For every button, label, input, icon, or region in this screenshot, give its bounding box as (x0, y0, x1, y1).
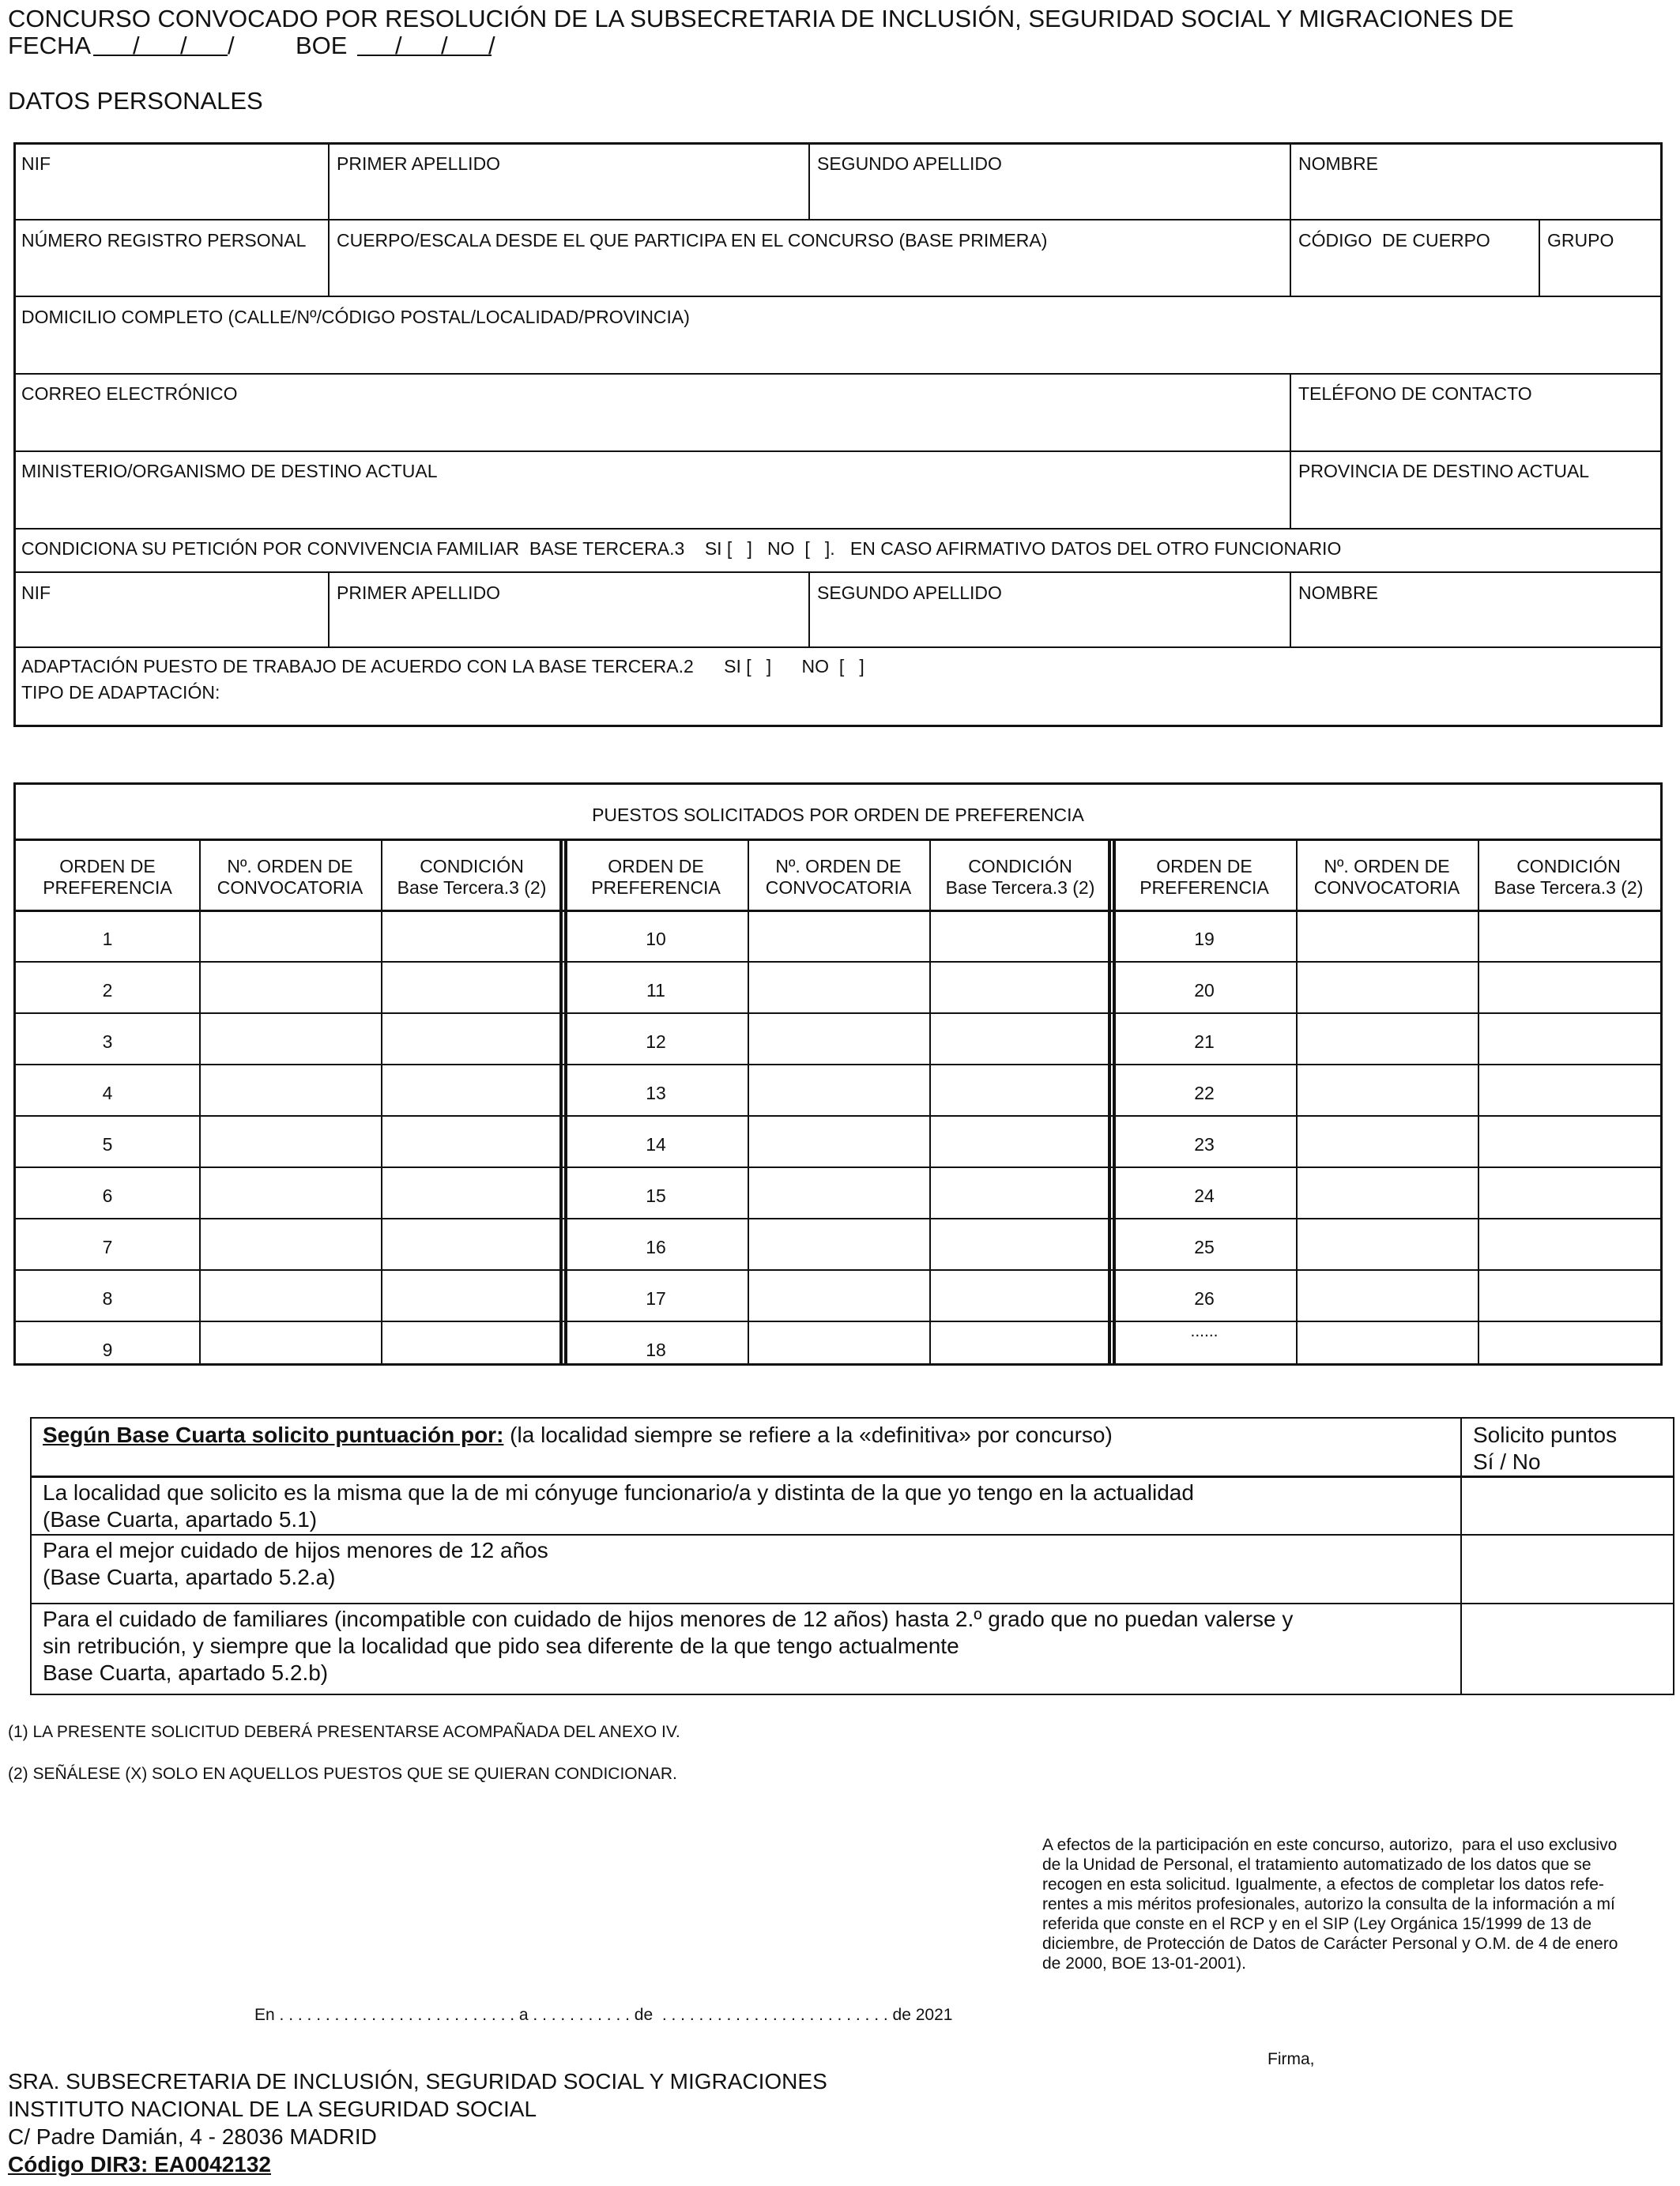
convocatoria-number-input[interactable] (1296, 1166, 1478, 1218)
convocatoria-number-input[interactable] (1296, 1218, 1478, 1269)
boe-label: BOE (296, 32, 348, 59)
table-line (16, 839, 1660, 841)
convocatoria-number-input[interactable] (1296, 910, 1478, 961)
solicito-puntos-input-hijos[interactable] (1462, 1535, 1672, 1603)
note-2: (2) SEÑÁLESE (X) SOLO EN AQUELLOS PUESTOS QUE SE QUIERAN CONDICIONAR. (8, 1765, 677, 1783)
convocatoria-number-input[interactable] (748, 1269, 929, 1321)
preference-number: 4 (102, 1083, 113, 1103)
col-divider (1290, 142, 1291, 296)
col-divider (808, 571, 810, 646)
condicion-checkbox[interactable] (1478, 1012, 1659, 1064)
col-divider (808, 142, 810, 219)
tipo-adaptacion-field[interactable]: TIPO DE ADAPTACIÓN: (21, 682, 220, 703)
boe-date-blank[interactable] (357, 55, 492, 56)
preference-number: 23 (1194, 1134, 1215, 1155)
group-separator (1108, 839, 1111, 1366)
preference-number: 21 (1194, 1031, 1215, 1052)
convocatoria-number-input[interactable] (199, 1115, 381, 1166)
note-1: (1) LA PRESENTE SOLICITUD DEBERÁ PRESENTARSE ACOMPAÑADA DEL ANEXO IV. (8, 1723, 680, 1741)
convocatoria-number-input[interactable] (199, 1012, 381, 1064)
preference-number: 1 (102, 929, 113, 949)
address-line-2: INSTITUTO NACIONAL DE LA SEGURIDAD SOCIAL (8, 2097, 537, 2121)
base-cuarta-row-conyuge: La localidad que solicito es la misma que la de mi cónyuge funcionario/a y distinta de la que yo tengo en la actualidad (Base Cuarta, apartado 5.1) (43, 1480, 1194, 1532)
condicion-checkbox[interactable] (1478, 1166, 1659, 1218)
datos-personales-title: DATOS PERSONALES (8, 87, 263, 115)
fecha-date-blank[interactable] (93, 55, 228, 56)
preference-number: 22 (1194, 1083, 1215, 1103)
col-divider (328, 571, 330, 646)
fecha-slash: / (133, 32, 140, 59)
base-cuarta-row-familiares: Para el cuidado de familiares (incompatible con cuidado de hijos menores de 12 años) hasta 2.º grado que no puedan valerse y sin retribución, y siempre que la localidad que pido sea diferente de la que tengo actualmente Base Cuarta, apartado 5.2.b) (43, 1607, 1294, 1685)
base-cuarta-heading-rest: (la localidad siempre se refiere a la «definitiva» por concurso) (503, 1423, 1113, 1447)
codigo-cuerpo-field[interactable]: CÓDIGO DE CUERPO (1298, 230, 1490, 251)
condicion-checkbox[interactable] (929, 1321, 1111, 1372)
condicion-checkbox[interactable] (929, 1012, 1111, 1064)
numero-orden-header: Nº. ORDEN DE CONVOCATORIA (1313, 856, 1460, 898)
col-divider (1539, 219, 1540, 296)
preference-number: 3 (102, 1031, 113, 1052)
row-divider (13, 373, 1663, 375)
convocatoria-number-input[interactable] (1296, 1115, 1478, 1166)
telefono-field[interactable]: TELÉFONO DE CONTACTO (1298, 383, 1532, 404)
row-divider (32, 1476, 1673, 1478)
preference-number: 7 (102, 1237, 113, 1257)
condicion-checkbox[interactable] (929, 910, 1111, 961)
condicion-checkbox[interactable] (1478, 1269, 1659, 1321)
cuerpo-escala-field[interactable]: CUERPO/ESCALA DESDE EL QUE PARTICIPA EN EL CONCURSO (BASE PRIMERA) (337, 230, 1048, 251)
preference-number: 15 (646, 1185, 666, 1206)
condicion-checkbox[interactable] (1478, 961, 1659, 1012)
col-divider (328, 142, 330, 296)
correo-field[interactable]: CORREO ELECTRÓNICO (21, 383, 238, 404)
orden-preferencia-header: ORDEN DE PREFERENCIA (43, 856, 172, 898)
row-divider (13, 646, 1663, 648)
convocatoria-number-input[interactable] (748, 1064, 929, 1115)
boe-slash: / (441, 32, 448, 59)
convocatoria-number-input[interactable] (199, 1218, 381, 1269)
base-cuarta-row-hijos: Para el mejor cuidado de hijos menores de 12 años (Base Cuarta, apartado 5.2.a) (43, 1538, 548, 1589)
condicion-checkbox[interactable] (381, 1218, 563, 1269)
numero-registro-field[interactable]: NÚMERO REGISTRO PERSONAL (21, 230, 307, 251)
convocatoria-number-input[interactable] (748, 1321, 929, 1372)
preference-number: 18 (646, 1340, 666, 1360)
condicion-header: CONDICIÓN Base Tercera.3 (2) (1494, 856, 1644, 898)
nif-otro-field[interactable]: NIF (21, 582, 51, 603)
convocatoria-number-input[interactable] (748, 1218, 929, 1269)
convocatoria-number-input[interactable] (748, 1012, 929, 1064)
condicion-checkbox[interactable] (381, 910, 563, 961)
nif-field[interactable]: NIF (21, 153, 51, 174)
orden-preferencia-header: ORDEN DE PREFERENCIA (591, 856, 721, 898)
solicito-puntos-header: Solicito puntos Sí / No (1473, 1423, 1618, 1474)
preference-number: 17 (646, 1288, 666, 1309)
fecha-label: FECHA (8, 32, 92, 59)
condicion-checkbox[interactable] (381, 1269, 563, 1321)
row-divider (32, 1534, 1673, 1536)
numero-orden-header: Nº. ORDEN DE CONVOCATORIA (765, 856, 912, 898)
fecha-slash: / (228, 32, 235, 59)
convocatoria-number-input[interactable] (199, 1064, 381, 1115)
preference-number: 5 (102, 1134, 113, 1155)
convocatoria-number-input[interactable] (1296, 1321, 1478, 1372)
convocatoria-number-input[interactable] (1296, 1064, 1478, 1115)
condicion-checkbox[interactable] (1478, 1064, 1659, 1115)
convocatoria-number-input[interactable] (748, 961, 929, 1012)
convocatoria-number-input[interactable] (1296, 961, 1478, 1012)
provincia-field[interactable]: PROVINCIA DE DESTINO ACTUAL (1298, 461, 1590, 481)
preference-number: 9 (102, 1340, 113, 1360)
fecha-slash: / (180, 32, 187, 59)
base-cuarta-heading-bold: Según Base Cuarta solicito puntuación por: (43, 1423, 504, 1447)
convocatoria-number-input[interactable] (748, 910, 929, 961)
positions-title: PUESTOS SOLICITADOS POR ORDEN DE PREFERENCIA (592, 805, 1084, 825)
condicion-checkbox[interactable] (381, 1064, 563, 1115)
solicito-puntos-input-conyuge[interactable] (1462, 1477, 1672, 1534)
boe-slash: / (488, 32, 495, 59)
condicion-checkbox[interactable] (381, 1321, 563, 1372)
place-date-line[interactable]: En . . . . . . . . . . . . . . . . . . . . . . . . . . a . . . . . . . . . . . de . . . . . . . . . . . . . . . . . . . . . . . . . de 2021 (254, 2006, 953, 2024)
condicion-checkbox[interactable] (1478, 1115, 1659, 1166)
preference-number: 14 (646, 1134, 666, 1155)
preference-number: 24 (1194, 1185, 1215, 1206)
boe-slash: / (395, 32, 402, 59)
preference-number: 16 (646, 1237, 666, 1257)
row-divider (13, 450, 1663, 452)
positions-table (13, 782, 1663, 1366)
row-divider (13, 296, 1663, 297)
segundo-apellido-otro-field[interactable]: SEGUNDO APELLIDO (817, 582, 1002, 603)
convocatoria-number-input[interactable] (1296, 1012, 1478, 1064)
col-divider (1290, 571, 1291, 646)
firma-label: Firma, (1268, 2050, 1315, 2068)
preference-number: 11 (646, 980, 665, 1001)
row-divider (13, 528, 1663, 530)
domicilio-field[interactable]: DOMICILIO COMPLETO (CALLE/Nº/CÓDIGO POSTAL/LOCALIDAD/PROVINCIA) (21, 307, 690, 327)
convocatoria-number-input[interactable] (199, 961, 381, 1012)
condicion-checkbox[interactable] (929, 961, 1111, 1012)
preference-number: 2 (102, 980, 113, 1001)
condicion-checkbox[interactable] (381, 961, 563, 1012)
convocatoria-heading: CONCURSO CONVOCADO POR RESOLUCIÓN DE LA SUBSECRETARIA DE INCLUSIÓN, SEGURIDAD SOCIAL Y MIGRACIONES DE (8, 5, 1514, 32)
condicion-header: CONDICIÓN Base Tercera.3 (2) (397, 856, 547, 898)
address-line-1: SRA. SUBSECRETARIA DE INCLUSIÓN, SEGURIDAD SOCIAL Y MIGRACIONES (8, 2069, 827, 2094)
preference-number: 6 (102, 1185, 113, 1206)
condicion-checkbox[interactable] (929, 1115, 1111, 1166)
preference-number: 10 (646, 929, 666, 949)
condicion-checkbox[interactable] (929, 1166, 1111, 1218)
group-separator (559, 839, 563, 1366)
condicion-checkbox[interactable] (929, 1218, 1111, 1269)
base-cuarta-table (30, 1417, 1674, 1695)
orden-preferencia-header: ORDEN DE PREFERENCIA (1139, 856, 1269, 898)
nombre-field[interactable]: NOMBRE (1298, 153, 1378, 174)
convocatoria-number-input[interactable] (199, 1321, 381, 1372)
address-dir3-code: Código DIR3: EA0042132 (8, 2152, 271, 2177)
convocatoria-number-input[interactable] (199, 910, 381, 961)
condicion-checkbox[interactable] (381, 1166, 563, 1218)
preference-ellipsis: ...... (1190, 1322, 1219, 1340)
condicion-checkbox[interactable] (381, 1115, 563, 1166)
condicion-header: CONDICIÓN Base Tercera.3 (2) (945, 856, 1095, 898)
preference-number: 26 (1194, 1288, 1215, 1309)
condiciona-convivencia-field[interactable]: CONDICIONA SU PETICIÓN POR CONVIVENCIA FAMILIAR BASE TERCERA.3 SI [ ] NO [ ]. EN CASO AFIRMATIVO DATOS DEL OTRO FUNCIONARIO (21, 538, 1342, 559)
adaptacion-field[interactable]: ADAPTACIÓN PUESTO DE TRABAJO DE ACUERDO CON LA BASE TERCERA.2 SI [ ] NO [ ] (21, 656, 864, 677)
preference-number: 25 (1194, 1237, 1215, 1257)
preference-number: 19 (1194, 929, 1215, 949)
preference-number: 8 (102, 1288, 113, 1309)
col-divider (1290, 373, 1291, 528)
condicion-checkbox[interactable] (929, 1064, 1111, 1115)
convocatoria-number-input[interactable] (1296, 1269, 1478, 1321)
condicion-checkbox[interactable] (1478, 1218, 1659, 1269)
base-cuarta-heading (43, 1422, 1113, 1449)
solicito-puntos-input-familiares[interactable] (1462, 1604, 1672, 1694)
preference-number: 12 (646, 1031, 666, 1052)
row-divider (32, 1603, 1673, 1604)
numero-orden-header: Nº. ORDEN DE CONVOCATORIA (217, 856, 363, 898)
condicion-checkbox[interactable] (1478, 1321, 1659, 1372)
address-line-3: C/ Padre Damián, 4 - 28036 MADRID (8, 2124, 377, 2149)
condicion-checkbox[interactable] (381, 1012, 563, 1064)
condicion-checkbox[interactable] (1478, 910, 1659, 961)
privacy-consent-text: A efectos de la participación en este concurso, autorizo, para el uso exclusivo de la Unidad de Personal, el tratamiento automatizado de los datos que se recogen en esta solicitud. Igualmente, a efectos de completar los datos refe- rentes a mis méritos profesionales, autorizo la consulta de la información a mí referida que conste en el RCP y en el SIP (Ley Orgánica 15/1999 de 13 de diciembre, de Protección de Datos de Carácter Personal y O.M. de 4 de enero de 2000, BOE 13-01-2001). (1042, 1836, 1618, 1973)
convocatoria-number-input[interactable] (748, 1166, 929, 1218)
segundo-apellido-field[interactable]: SEGUNDO APELLIDO (817, 153, 1002, 174)
row-divider (13, 571, 1663, 573)
convocatoria-number-input[interactable] (199, 1166, 381, 1218)
preference-number: 20 (1194, 980, 1215, 1001)
row-divider (13, 219, 1663, 220)
convocatoria-number-input[interactable] (199, 1269, 381, 1321)
primer-apellido-field[interactable]: PRIMER APELLIDO (337, 153, 501, 174)
ministerio-field[interactable]: MINISTERIO/ORGANISMO DE DESTINO ACTUAL (21, 461, 438, 481)
grupo-field[interactable]: GRUPO (1547, 230, 1614, 251)
convocatoria-number-input[interactable] (748, 1115, 929, 1166)
preference-number: 13 (646, 1083, 666, 1103)
nombre-otro-field[interactable]: NOMBRE (1298, 582, 1378, 603)
condicion-checkbox[interactable] (929, 1269, 1111, 1321)
primer-apellido-otro-field[interactable]: PRIMER APELLIDO (337, 582, 501, 603)
